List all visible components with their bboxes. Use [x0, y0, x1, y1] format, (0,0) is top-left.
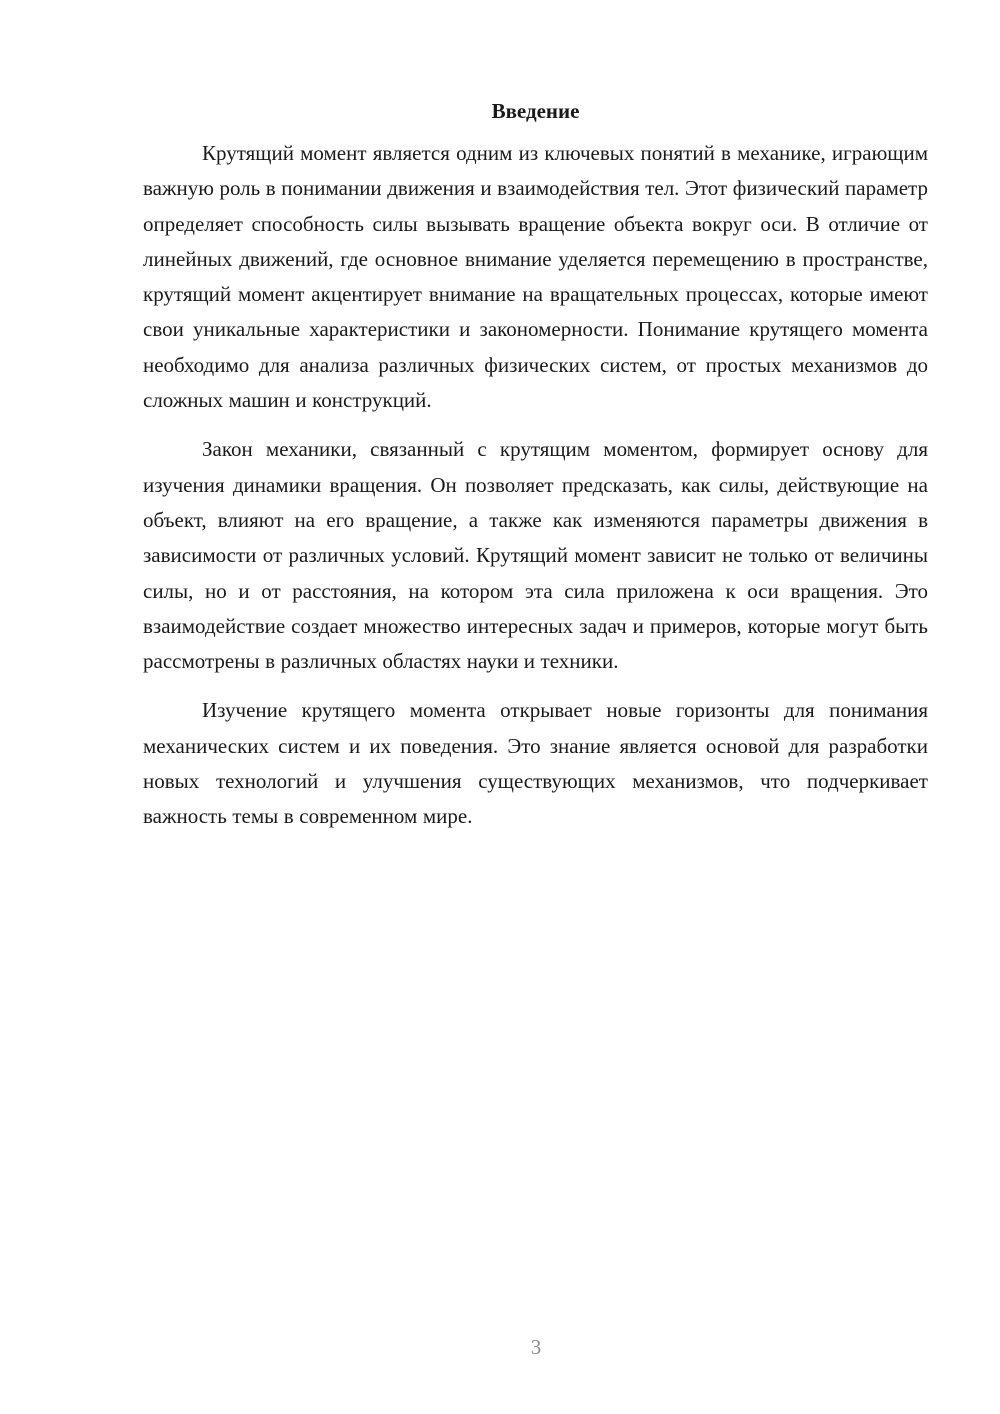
- page-content: [143, 93, 928, 849]
- section-heading: Введение: [491, 99, 580, 123]
- page-number: 3: [530, 1335, 542, 1359]
- paragraph-2: Закон механики, связанный с крутящим моментом, формирует основу для изучения динамики вращения. Он позволяет предсказать, как силы, действующие на объект, влияют на его вращение, а также как изменяются параметры движения в зависимости от различных условий. Крутящий момент зависит не только от величины силы, но и от расстояния, на котором эта сила приложена к оси вращения. Это взаимодействие создает множество интересных задач и примеров, которые могут быть рассмотрены в различных областях науки и техники.: [143, 437, 928, 674]
- paragraph-3: Изучение крутящего момента открывает новые горизонты для понимания механических систем и их поведения. Это знание является основой для разработки новых технологий и улучшения существующих механизмов, что подчеркивает важность темы в современном мире.: [143, 698, 928, 829]
- paragraph-1: Крутящий момент является одним из ключевых понятий в механике, играющим важную роль в понимании движения и взаимодействия тел. Этот физический параметр определяет способность силы вызывать вращение объекта вокруг оси. В отличие от линейных движений, где основное внимание уделяется перемещению в пространстве, крутящий момент акцентирует внимание на вращательных процессах, которые имеют свои уникальные характеристики и закономерности. Понимание крутящего момента необходимо для анализа различных физических систем, от простых механизмов до сложных машин и конструкций.: [143, 141, 928, 413]
